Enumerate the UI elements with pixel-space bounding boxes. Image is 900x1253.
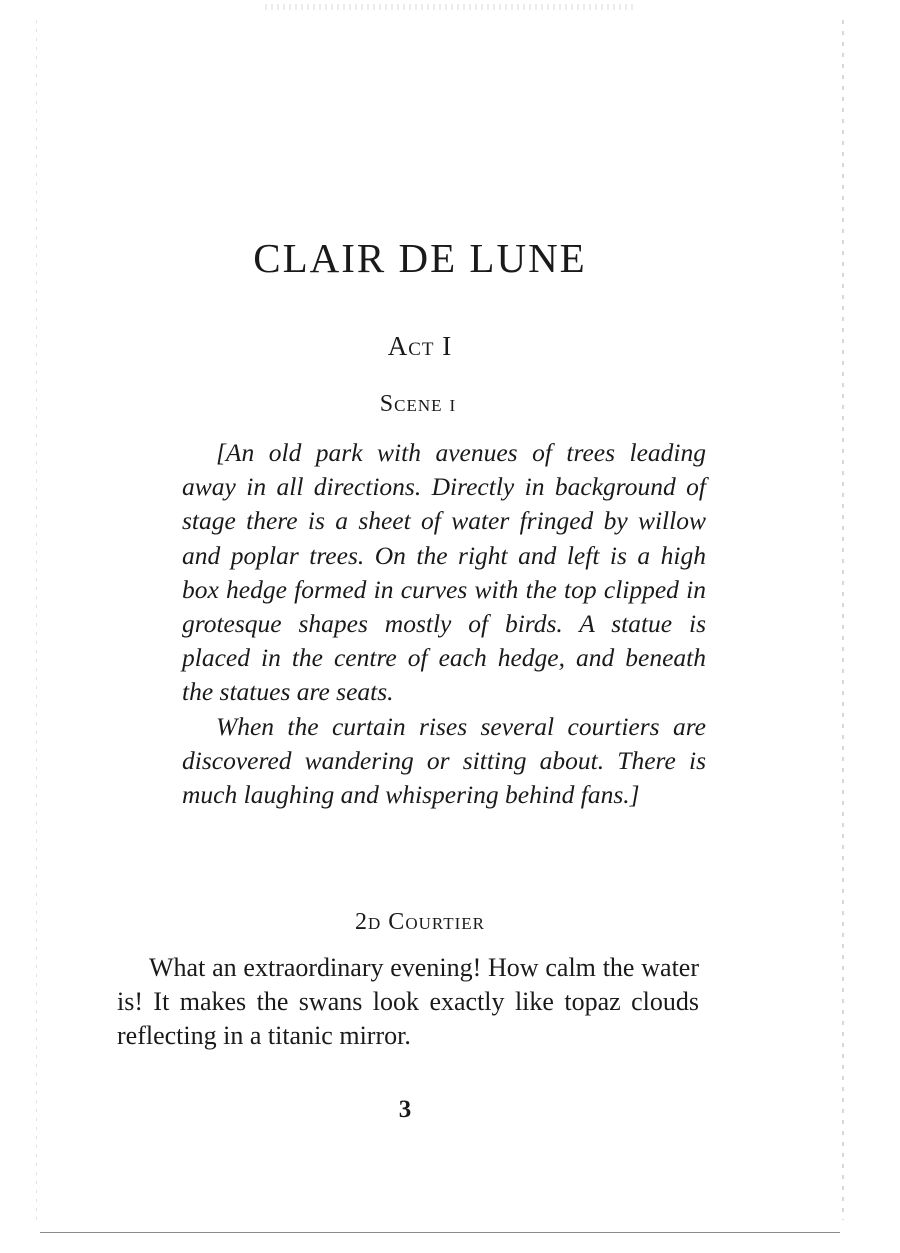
speaker-name: 2d Courtier <box>355 909 485 935</box>
bottom-rule-divider <box>40 1232 840 1233</box>
scan-edge-left <box>36 20 37 1220</box>
act-heading: Act I <box>387 331 453 361</box>
stage-direction-paragraph: [An old park with avenues of trees leading away in all directions. Directly in background of stage there is a sheet of water fringed by willow and poplar trees. On the right and left is a high box hedge formed in curves with the top clipped in grotesque shapes mostly of birds. A statue is placed in the centre of each hedge, and beneath the statues are seats. <box>182 438 706 707</box>
scan-artifact-top <box>265 4 635 10</box>
scene-heading: Scene i <box>379 391 457 417</box>
play-title: CLAIR DE LUNE <box>253 235 587 281</box>
dialogue-speech: What an extraordinary evening! How calm the water is! It makes the swans look exactly like topaz clouds reflecting in a titanic mirror. <box>117 953 699 1050</box>
stage-direction-paragraph: When the curtain rises several courtiers are discovered wandering or sitting about. There is much laughing and whispering behind fans.] <box>182 711 706 810</box>
scan-edge-right <box>842 20 844 1220</box>
page-number: 3 <box>398 1096 412 1123</box>
stage-direction <box>182 436 706 812</box>
